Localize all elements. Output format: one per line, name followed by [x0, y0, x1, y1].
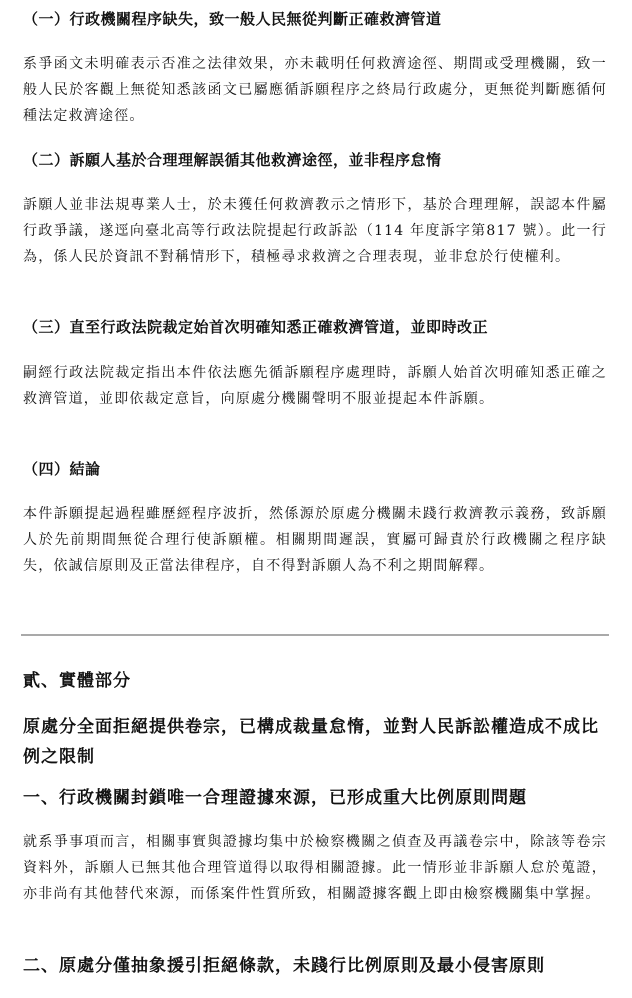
part-2-item-1-heading: 一、行政機關封鎖唯一合理證據來源，已形成重大比例原則問題: [23, 788, 527, 808]
section-4-paragraph: 本件訴願提起過程雖歷經程序波折，然係源於原處分機關未踐行救濟教示義務，致訴願人於先前期間無從合理行使訴願權。相關期間遲誤，實屬可歸責於行政機關之程序缺失，依誠信原則及正當法律程序，自不得對訴願人為不利之期間解釋。: [23, 506, 607, 574]
section-divider: [21, 634, 609, 636]
section-3-paragraph: 嗣經行政法院裁定指出本件依法應先循訴願程序處理時，訴願人始首次明確知悉正確之救濟管道，並即依裁定意旨，向原處分機關聲明不服並提起本件訴願。: [23, 365, 607, 407]
section-4-heading: （四）結論: [23, 460, 101, 478]
part-2-subtitle: 原處分全面拒絕提供卷宗，已構成裁量怠惰，並對人民訴訟權造成不成比例之限制: [23, 717, 599, 767]
section-3-heading: （三）直至行政法院裁定始首次明確知悉正確救濟管道，並即時改正: [23, 318, 489, 336]
section-2-paragraph: 訴願人並非法規專業人士，於未獲任何救濟教示之情形下，基於合理理解，誤認本件屬行政爭議，遂逕向臺北高等行政法院提起行政訴訟（114 年度訴字第817 號）。此一行為，係人民於資訊不對稱情形下，積極尋求救濟之合理表現，並非怠於行使權利。: [23, 197, 607, 265]
part-2-item-2-heading: 二、原處分僅抽象援引拒絕條款，未踐行比例原則及最小侵害原則: [23, 956, 545, 976]
section-1-heading: （一）行政機關程序缺失，致一般人民無從判斷正確救濟管道: [23, 10, 442, 28]
section-2-heading: （二）訴願人基於合理理解誤循其他救濟途徑，並非程序怠惰: [23, 151, 442, 169]
section-1-paragraph: 系爭函文未明確表示否准之法律效果，亦未載明任何救濟途徑、期間或受理機關，致一般人民於客觀上無從知悉該函文已屬應循訴願程序之終局行政處分，更無從判斷應循何種法定救濟途徑。: [23, 56, 607, 124]
part-2-title: 貳、實體部分: [23, 671, 131, 691]
part-2-item-1-paragraph: 就系爭事項而言，相關事實與證據均集中於檢察機關之偵查及再議卷宗中，除該等卷宗資料外，訴願人已無其他合理管道得以取得相關證據。此一情形並非訴願人怠於蒐證，亦非尚有其他替代來源，而係案件性質所致，相關證據客觀上即由檢察機關集中掌握。: [23, 834, 607, 902]
